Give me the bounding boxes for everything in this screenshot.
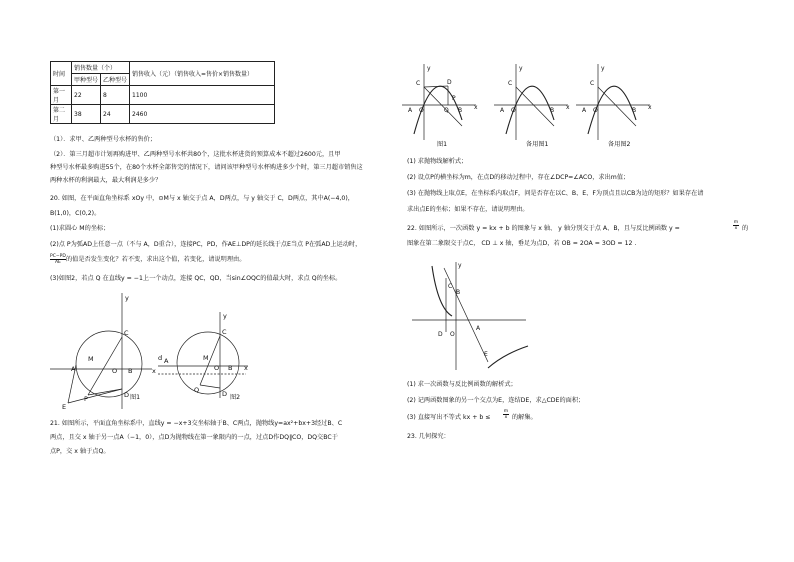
label-x: x xyxy=(152,367,156,375)
q20-fraction xyxy=(50,254,66,265)
label-y: y xyxy=(519,65,523,72)
q21-backup-figure1 xyxy=(492,60,572,142)
label-y: y xyxy=(223,312,227,320)
circle-m xyxy=(177,332,239,394)
q21-figure1 xyxy=(400,60,480,142)
q23-title: 23. 几何探究： xyxy=(407,433,450,440)
label-d: D xyxy=(124,391,130,399)
label-a: A xyxy=(71,365,76,373)
circle-m xyxy=(76,331,142,397)
header-type-a: 甲种型号 xyxy=(72,74,101,86)
fraction-denominator: x xyxy=(504,415,508,420)
label-x: x xyxy=(244,364,248,372)
q20-figure1 xyxy=(46,285,162,413)
label-a: A xyxy=(476,325,481,332)
label-c: C xyxy=(590,80,595,87)
cell-time: 第一月 xyxy=(51,86,72,105)
label-o: O xyxy=(593,107,598,114)
label-e: E xyxy=(484,351,488,358)
label-q: Q xyxy=(444,107,449,114)
label-c: C xyxy=(448,283,453,290)
label-y: y xyxy=(427,65,431,72)
label-e: E xyxy=(62,403,67,411)
label-b: B xyxy=(550,107,555,114)
cell-time: 第二月 xyxy=(51,105,72,124)
q22-part3: (3) 直接写出不等式 kx + b ≤ xyxy=(407,414,491,421)
label-b: B xyxy=(456,289,461,296)
label-d: D xyxy=(447,79,452,86)
hyperbola-branch-2 xyxy=(432,266,452,316)
label-m: M xyxy=(88,355,94,363)
fraction-denominator: x xyxy=(734,226,738,231)
label-o: O xyxy=(112,367,118,375)
label-d-left: d xyxy=(158,354,163,362)
label-d: D xyxy=(222,390,228,398)
label-a: A xyxy=(582,107,587,114)
header-type-b: 乙种型号 xyxy=(101,74,130,86)
sales-table xyxy=(50,61,275,124)
fraction-numerator: PC−PD xyxy=(50,254,66,259)
figure1-caption: 图1 xyxy=(130,394,141,401)
cell-income: 2460 xyxy=(130,105,275,124)
label-o: O xyxy=(419,107,424,114)
q21-line3: 点P，交 x 轴于点Q。 xyxy=(50,448,110,455)
line-pd xyxy=(88,389,122,395)
label-c: C xyxy=(508,80,513,87)
q21-part3-line1: (3) 在抛物线上取点E，在坐标系内取点F，问是否存在以C、B、E、F为顶点且以CB为边的矩形？如果存在请 xyxy=(407,190,704,197)
label-a: A xyxy=(408,107,413,114)
line-bc xyxy=(516,87,554,126)
q21-backup-figure2 xyxy=(574,60,654,142)
label-o: O xyxy=(511,107,516,114)
line-ed xyxy=(68,389,122,403)
line-bc xyxy=(424,87,462,126)
cell-a: 38 xyxy=(72,105,101,124)
q22-line1-end: 的 xyxy=(742,225,749,232)
label-o: O xyxy=(450,331,455,338)
q21-line1: 21. 如图所示，平面直角坐标系中，直线y = −x+3交坐标轴于B、C两点，抛物线y=ax²+bx+3经过B、C xyxy=(50,420,343,427)
label-c: C xyxy=(124,329,129,337)
line-cd xyxy=(424,86,448,87)
q20-part2: (2)点 P为弧AD上任意一点（不与 A，D重合），连接PC，PD，作AE⊥DP的延长线于点E当点 P在弧AD上运动时， xyxy=(50,241,362,248)
fraction-numerator: m xyxy=(733,220,739,225)
q21-part3-line2: 求出点E的坐标；如果不存在，请说明理由。 xyxy=(407,206,529,213)
header-quantity: 销售数量（个） xyxy=(72,62,130,74)
label-x: x xyxy=(474,104,478,111)
q21-part1: (1) 求抛物线解析式； xyxy=(407,158,468,165)
hyperbola-branch-4 xyxy=(488,346,528,368)
q21-part2: (2) 设点P的横坐标为m，在点D的移动过程中，存在∠DCP=∠ACO，求出m值； xyxy=(407,174,630,181)
q22-part1: (1) 求一次函数与反比例函数的解析式； xyxy=(407,381,517,388)
label-q: Q xyxy=(194,386,200,394)
cell-b: 8 xyxy=(101,86,130,105)
q19-part2-line1: （2）．第三月超市计划再购进甲、乙两种型号水杯共80个，这批水杯进货的预算成本不超过2600元，且甲 xyxy=(50,151,341,158)
table-row xyxy=(51,86,275,105)
q22-line2: 图象在第二象限交于点C， CD ⊥ x 轴，垂足为点D，若 OB = 2OA = 3OD = 12 . xyxy=(407,240,637,247)
cell-income: 1100 xyxy=(130,86,275,105)
label-b: B xyxy=(228,364,233,372)
label-b: B xyxy=(632,107,637,114)
label-c: C xyxy=(222,328,227,336)
label-y: y xyxy=(601,65,605,72)
q20-part1: (1)求圆心 M的坐标； xyxy=(50,225,110,232)
figure-caption-3: 备用图2 xyxy=(608,141,631,148)
q22-fraction xyxy=(733,220,739,231)
figure2-caption: 图2 xyxy=(230,394,241,401)
q19-part2-line3: 两种水杯的利润最大，最大利润是多少？ xyxy=(50,177,162,184)
q22-figure xyxy=(408,258,532,376)
label-a: A xyxy=(164,357,169,365)
label-a: A xyxy=(500,107,505,114)
q22-part3-fraction xyxy=(503,409,509,420)
q20-part2-cont: 的值是否发生变化？若不变，求出这个值，若变化，请说明理由。 xyxy=(66,256,246,263)
label-d: D xyxy=(438,331,443,338)
q20-line1: 20. 如图，在平面直角坐标系 xOy 中，⊙M与 x 轴交于点 A，D两点，与 y 轴交于 C，D两点，其中A(−4,0)， xyxy=(50,195,354,202)
label-y: y xyxy=(458,262,462,269)
fraction-denominator: AE xyxy=(54,260,61,265)
line-cp xyxy=(88,337,122,395)
table-row xyxy=(51,105,275,124)
label-y: y xyxy=(125,294,129,302)
line-bc xyxy=(598,87,636,126)
q20-figure2 xyxy=(156,308,250,400)
header-time: 时间 xyxy=(51,62,72,86)
line-qd xyxy=(200,385,220,388)
label-c: C xyxy=(416,80,421,87)
label-b: B xyxy=(458,107,463,114)
q22-part2: (2) 记两函数图象的另一个交点为E，连结DE，求△CDE的面积； xyxy=(407,397,585,404)
fraction-numerator: m xyxy=(503,409,509,414)
q20-line2: B(1,0)，C(0,2)。 xyxy=(50,210,101,217)
cell-b: 24 xyxy=(101,105,130,124)
label-b: B xyxy=(128,367,133,375)
cell-a: 22 xyxy=(72,86,101,105)
q21-line2: 两点，且交 x 轴于另一点A（−1，0），点D为抛物线在第一象限内的一点，过点D作DQ∥CO，DQ交BC于 xyxy=(50,434,338,441)
label-p: P xyxy=(452,95,456,102)
label-x: x xyxy=(648,104,652,111)
q22-line1: 22. 如图所示，一次函数 y = kx + b 的图象与 x 轴、 y 轴分别交于点 A、B，且与反比例函数 y = xyxy=(407,225,680,232)
q20-part3: (3)如图2，若点 Q 在直线y = −1上一个动点，连接 QC，QD，当sin∠OQC的值最大时，求点 Q的坐标。 xyxy=(50,275,342,282)
figure-caption-2: 备用图1 xyxy=(526,141,549,148)
figure-caption-1: 图1 xyxy=(437,141,448,148)
label-o: O xyxy=(214,364,220,372)
label-m: M xyxy=(203,354,209,362)
label-x: x xyxy=(566,104,570,111)
label-p: P xyxy=(84,395,88,403)
sales-table-wrapper xyxy=(50,61,275,124)
header-income: 销售收入（元）（销售收入=售价×销售数量） xyxy=(130,62,275,86)
q19-part2-line2: 种型号水杯最多购进55个，在80个水杯全部售完的情况下，请问该甲种型号水杯购进多少个时，第三月超市销售这 xyxy=(50,164,363,171)
q19-part1: （1）．求甲、乙两种型号水杯的售价； xyxy=(50,136,157,143)
q22-part3-end: 的解集。 xyxy=(512,414,537,421)
